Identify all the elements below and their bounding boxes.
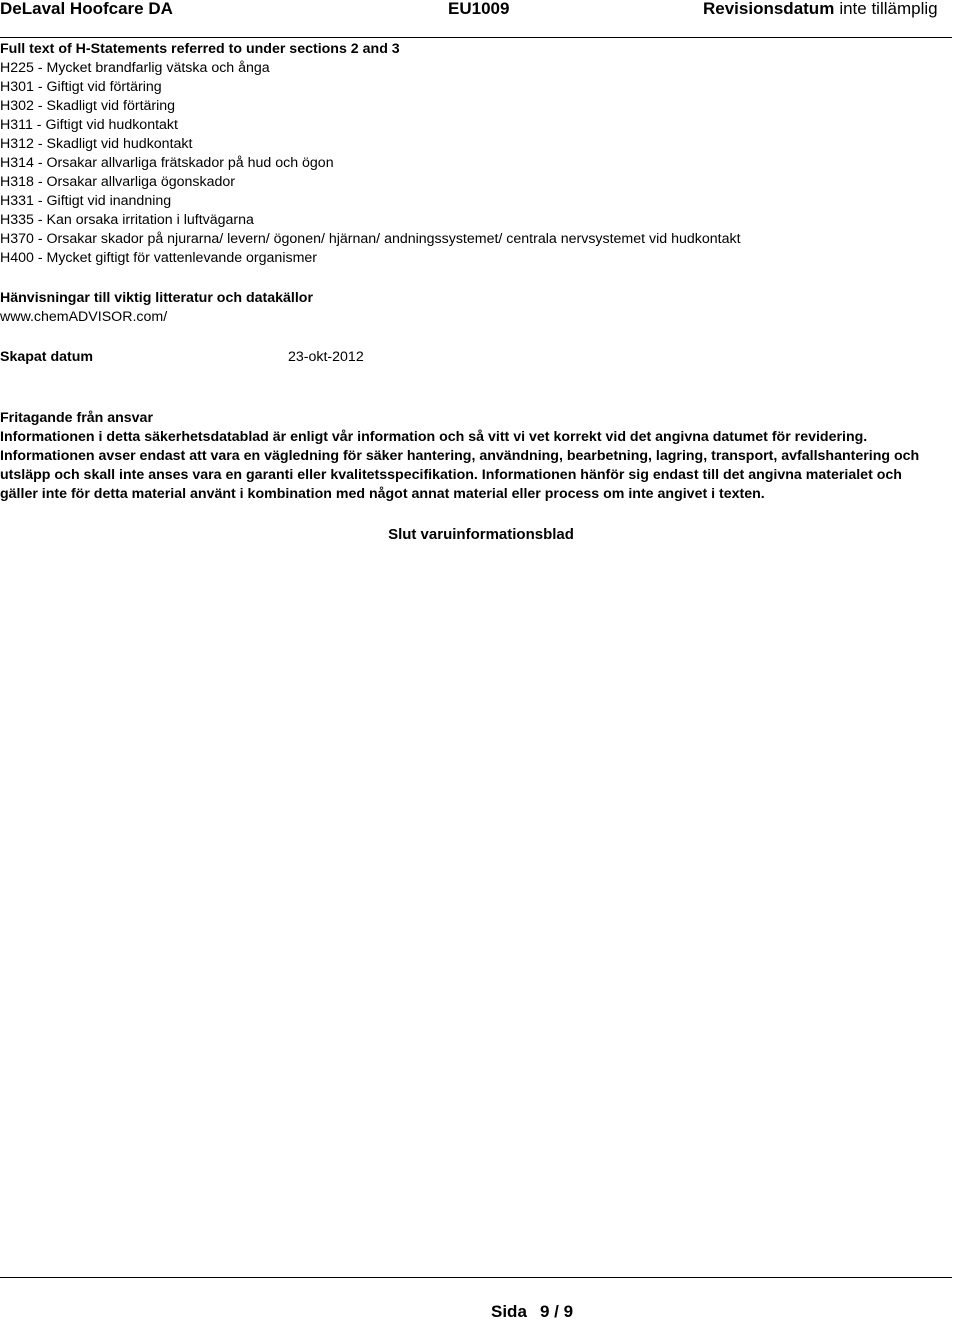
- company-name: DeLaval Hoofcare DA: [0, 0, 173, 18]
- revision-date: [703, 0, 938, 18]
- disclaimer-section: [0, 409, 930, 504]
- page-number: 9 / 9: [540, 1302, 574, 1321]
- h-statement-item: H225 - Mycket brandfarlig vätska och ånga: [0, 60, 270, 76]
- h-statement-item: H314 - Orsakar allvarliga frätskador på hud och ögon: [0, 155, 334, 171]
- h-statement-item: H335 - Kan orsaka irritation i luftvägarna: [0, 212, 254, 228]
- h-statement-item: H311 - Giftigt vid hudkontakt: [0, 117, 178, 133]
- h-statements-section: [0, 40, 930, 268]
- h-statement-item: H302 - Skadligt vid förtäring: [0, 98, 176, 114]
- h-statement-item: H318 - Orsakar allvarliga ögonskador: [0, 174, 235, 190]
- h-statement-item: H312 - Skadligt vid hudkontakt: [0, 136, 193, 152]
- revision-value: inte tillämplig: [839, 0, 938, 18]
- references-section: [0, 289, 930, 327]
- created-date-value: 23-okt-2012: [288, 349, 364, 365]
- created-date-label: Skapat datum: [0, 349, 94, 365]
- references-title: Hänvisningar till viktig litteratur och datakällor: [0, 290, 313, 306]
- h-statement-item: H370 - Orsakar skador på njurarna/ levern/ ögonen/ hjärnan/ andningssystemet/ centrala nervsystemet vid hudkontakt: [0, 231, 741, 247]
- document-code: EU1009: [448, 0, 510, 18]
- h-statements-list: [0, 59, 930, 268]
- h-statement-item: H400 - Mycket giftigt för vattenlevande organismer: [0, 250, 318, 266]
- h-statement-item: H301 - Giftigt vid förtäring: [0, 79, 162, 95]
- page-label: Sida: [491, 1302, 527, 1321]
- footer-divider: [0, 1277, 952, 1278]
- references-url: www.chemADVISOR.com/: [0, 309, 168, 325]
- h-statements-title: Full text of H-Statements referred to under sections 2 and 3: [0, 41, 400, 57]
- page-header: [0, 0, 960, 18]
- created-date-row: [0, 348, 930, 367]
- header-divider: [0, 37, 952, 38]
- disclaimer-text: Informationen i detta säkerhetsdatablad är enligt vår information och så vitt vi vet korrekt vid det angivna datumet för revidering. Informationen avser endast att vara en vägledning för säker hantering, användning, bearbetning, lagring, transport, avfallshantering och utsläpp och skall inte anses vara en garanti eller kvalitetsspecifikation. Informationen hänför sig endast till det angivna materialet och gäller inte för detta material använt i kombination med något annat material eller process om inte angivet i texten.: [0, 429, 920, 502]
- end-title: Slut varuinformationsblad: [388, 526, 574, 543]
- disclaimer-title: Fritagande från ansvar: [0, 410, 153, 426]
- revision-label: Revisionsdatum: [703, 0, 835, 18]
- document-body: [0, 40, 930, 544]
- h-statement-item: H331 - Giftigt vid inandning: [0, 193, 172, 209]
